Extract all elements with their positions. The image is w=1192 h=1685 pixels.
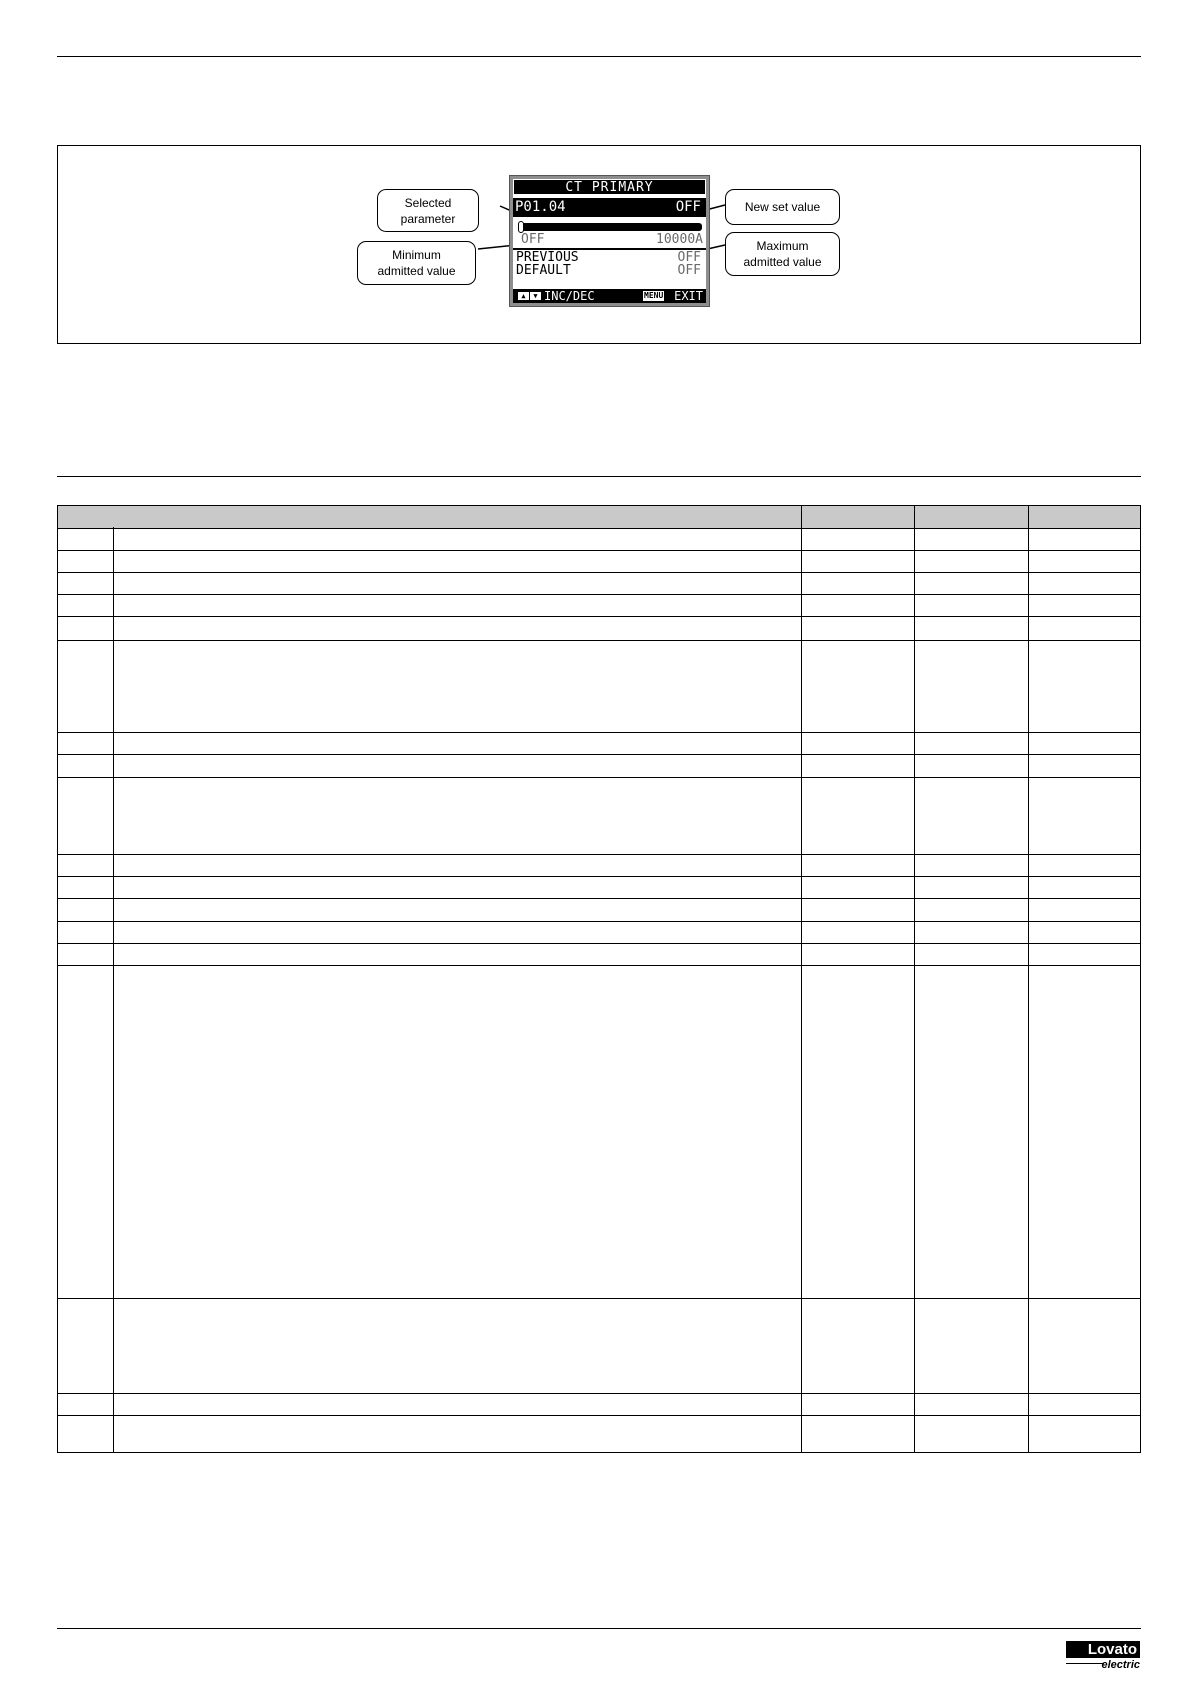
table-cell [801,527,914,550]
callout-line: Maximum [756,239,809,253]
table-right-border [1140,616,1141,640]
callout-selected-parameter [377,189,479,232]
table-cell [57,921,113,943]
table-row [57,732,1141,755]
table-cell [801,640,914,732]
table-cell [914,1393,1028,1415]
table-cell [1028,1415,1141,1452]
logo-mark [1066,1641,1140,1658]
table-cell [1028,876,1141,898]
table-cell [1028,732,1141,754]
table-cell [801,754,914,777]
table-cell [113,943,801,965]
table-cell [113,876,801,898]
table-cell [1028,921,1141,943]
table-cell [57,943,113,965]
table-cell [57,1415,113,1452]
table-cell [914,550,1028,572]
table-right-border [1140,754,1141,777]
table-row [57,754,1141,778]
table-row [57,777,1141,855]
section-rule [57,476,1141,477]
table-cell [801,1415,914,1452]
table-right-border [1140,572,1141,594]
table-cell [113,921,801,943]
table-cell [1028,1298,1141,1393]
table-row [57,876,1141,899]
lcd-default-value: OFF [677,263,701,278]
table-right-border [1140,898,1141,921]
table-cell [914,732,1028,754]
table-cell [914,640,1028,732]
table-cell [914,965,1028,1298]
lcd-default-row [513,264,706,277]
table-cell [914,754,1028,777]
table-right-border [1140,1415,1141,1452]
lcd-default-label: DEFAULT [516,263,571,278]
table-cell [801,616,914,640]
table-cell [113,572,801,594]
lcd-title: CT PRIMARY [565,180,654,195]
callout-line: parameter [400,211,456,226]
lcd-menu-key: MENU [644,291,664,300]
table-header-cell [1028,506,1141,528]
lcd-new-set-value: OFF [675,199,701,215]
table-cell [113,854,801,876]
table-cell [801,1298,914,1393]
table-cell [57,965,113,1298]
table-cell [113,898,801,921]
table-row [57,616,1141,641]
table-header-cell [57,506,801,528]
table-cell [914,572,1028,594]
table-cell [1028,754,1141,777]
table-row [57,572,1141,595]
callout-line: Minimum [392,248,441,262]
table-right-border [1140,506,1141,528]
table-row [57,1393,1141,1416]
table-right-border [1140,594,1141,616]
table-cell [801,572,914,594]
table-cell [1028,1393,1141,1415]
table-cell [914,1415,1028,1452]
table-right-border [1140,777,1141,854]
table-cell [113,594,801,616]
lovato-logo [1066,1640,1140,1672]
table-cell [57,854,113,876]
table-cell [113,777,801,854]
table-cell [57,1393,113,1415]
table-cell [801,898,914,921]
table-cell [57,550,113,572]
table-row [57,527,1141,551]
table-right-border [1140,1298,1141,1393]
table-cell [113,640,801,732]
table-cell [914,616,1028,640]
table-row [57,550,1141,573]
table-cell [57,616,113,640]
table-cell [57,572,113,594]
table-row [57,594,1141,617]
table-right-border [1140,921,1141,943]
table-cell [113,616,801,640]
lcd-key-bar [513,289,706,303]
table-right-border [1140,854,1141,876]
table-cell [801,777,914,854]
table-cell [914,921,1028,943]
table-cell [113,1415,801,1452]
logo-subtext: electric [1101,1659,1140,1671]
table-right-border [1140,732,1141,754]
table-cell [914,1298,1028,1393]
table-cell [914,527,1028,550]
lcd-parameter-code: P01.04 [515,199,566,215]
table-cell [801,943,914,965]
table-right-border [1140,876,1141,898]
table-row [57,943,1141,966]
table-cell [801,550,914,572]
table-cell [1028,777,1141,854]
callout-maximum-admitted-value [725,232,840,276]
table-cell [1028,616,1141,640]
table-cell [113,754,801,777]
footer-rule [57,1628,1141,1629]
table-row [57,921,1141,944]
table-cell [1028,527,1141,550]
table-cell [1028,550,1141,572]
lcd-value-bar-track [518,223,702,231]
table-cell [1028,943,1141,965]
up-arrow-key-icon: ▲ [518,292,529,300]
lcd-previous-value: OFF [677,250,701,265]
table-cell [801,854,914,876]
table-cell [113,965,801,1298]
lcd-max-value: 10000A [656,232,703,247]
table-cell [914,876,1028,898]
lcd-min-value: OFF [521,232,545,247]
down-arrow-key-icon: ▼ [530,292,541,300]
table-cell [1028,572,1141,594]
table-cell [801,732,914,754]
table-row [57,640,1141,733]
lcd-title-bar [514,180,705,194]
lcd-display [509,175,710,307]
logo-text: Lovato [1087,1641,1137,1658]
table-row [57,898,1141,922]
table-cell [57,527,113,550]
table-cell [914,854,1028,876]
table-cell [914,898,1028,921]
table-cell [914,594,1028,616]
table-right-border [1140,550,1141,572]
callout-line: admitted value [743,255,822,269]
table-cell [801,921,914,943]
table-cell [113,732,801,754]
table-right-border [1140,640,1141,732]
lcd-exit-label: EXIT [674,289,703,303]
callout-line: New set value [744,200,821,214]
table-right-border [1140,527,1141,550]
table-cell [801,876,914,898]
table-right-border [1140,1393,1141,1415]
table-cell [113,527,801,550]
table-cell [1028,898,1141,921]
table-cell [57,777,113,854]
table-cell [1028,965,1141,1298]
table-cell [914,777,1028,854]
lcd-keys-label: INC/DEC [544,289,595,303]
table-right-border [1140,965,1141,1298]
lcd-parameter-row [513,198,706,217]
table-cell [57,898,113,921]
table-cell [57,640,113,732]
lcd-previous-label: PREVIOUS [516,250,579,265]
table-header-row [57,505,1141,529]
table-header-cell [914,506,1028,528]
table-cell [113,1393,801,1415]
table-cell [1028,854,1141,876]
table-row [57,1298,1141,1394]
callout-line: admitted value [377,264,456,278]
table-row [57,854,1141,877]
table-cell [57,754,113,777]
table-right-border [1140,943,1141,965]
table-row [57,1415,1141,1453]
table-cell [57,732,113,754]
table-row [57,965,1141,1299]
table-header-cell [801,506,914,528]
callout-minimum-admitted-value [357,241,476,285]
callout-line: Selected [404,195,452,210]
table-cell [113,550,801,572]
table-cell [801,1393,914,1415]
table-cell [1028,594,1141,616]
table-cell [914,943,1028,965]
table-cell [57,876,113,898]
table-cell [57,594,113,616]
logo-underline [1066,1663,1104,1664]
callout-new-set-value [725,189,840,225]
table-cell [1028,640,1141,732]
table-cell [57,1298,113,1393]
lcd-range-row [513,233,706,247]
table-cell [113,1298,801,1393]
table-cell [801,965,914,1298]
lcd-screen [513,179,706,303]
table-cell [801,594,914,616]
